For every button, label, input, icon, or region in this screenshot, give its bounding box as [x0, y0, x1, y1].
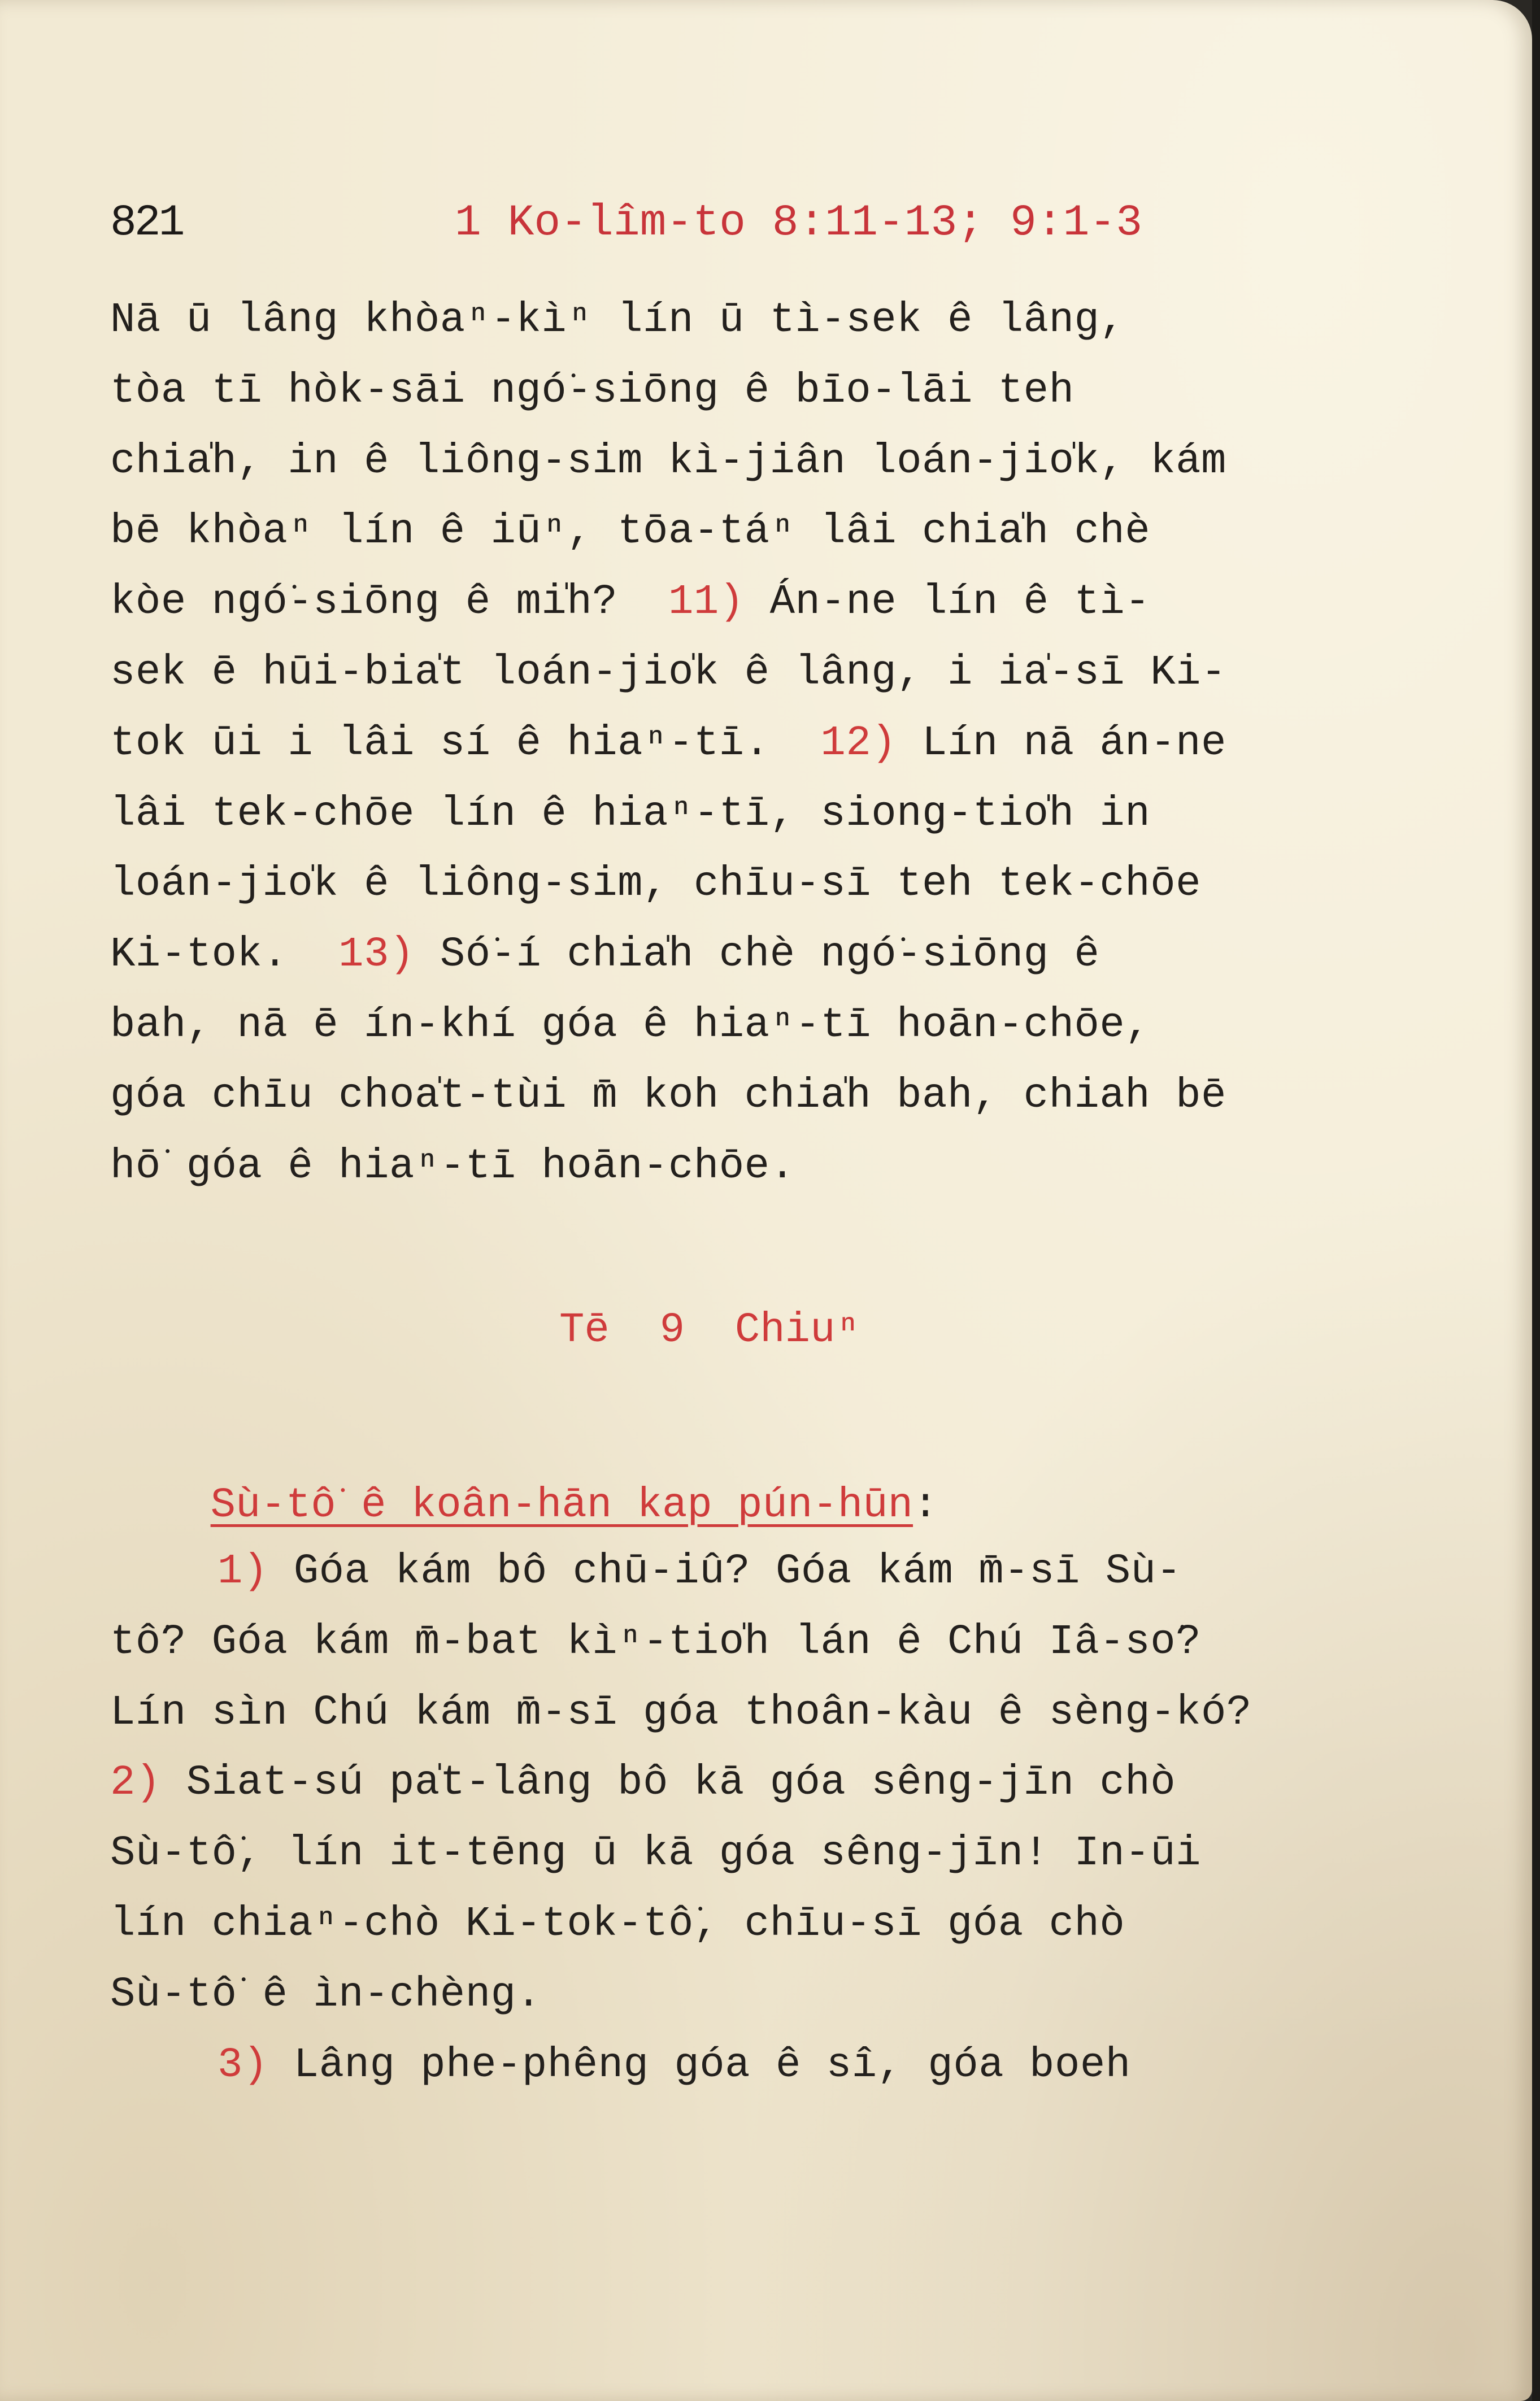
text-line — [110, 1748, 1449, 1819]
line-text: sek ē hūi-bia̍t loán-jio̍k ê lâng, i ia̍-sī Ki- — [110, 649, 1226, 697]
line-text: chia̍h, in ê liông-sim kì-jiân loán-jio̍k, kám — [110, 437, 1226, 485]
text-line — [110, 1607, 1449, 1678]
text-line — [110, 497, 1449, 567]
page-edge-shadow — [1532, 0, 1540, 2401]
text-line — [110, 1061, 1449, 1132]
line-text: lâi tek-chōe lín ê hiaⁿ-tī, siong-tio̍h in — [110, 790, 1151, 838]
text-line — [110, 567, 1449, 638]
line-text: bē khòaⁿ lín ê iūⁿ, tōa-táⁿ lâi chia̍h chè — [110, 508, 1151, 556]
line-text: bah, nā ē ín-khí góa ê hiaⁿ-tī hoān-chōe, — [110, 1001, 1151, 1049]
line-text: Lâng phe-phêng góa ê sî, góa boeh — [268, 2041, 1131, 2089]
page-header — [110, 195, 1466, 251]
text-line — [110, 1537, 1449, 1607]
text-line — [110, 2030, 1449, 2101]
passage-1-cor-8 — [110, 285, 1449, 1202]
line-text: hō͘ góa ê hiaⁿ-tī hoān-chōe. — [110, 1142, 795, 1190]
line-text: Góa kám bô chū-iû? Góa kám m̄-sī Sù- — [268, 1548, 1182, 1595]
text-line — [110, 1960, 1449, 2030]
line-text: Só͘-í chia̍h chè ngó͘-siōng ê — [414, 931, 1100, 979]
text-line — [110, 1132, 1449, 1202]
line-text: kòe ngó͘-siōng ê mi̍h? — [110, 578, 668, 627]
text-line — [110, 708, 1449, 779]
text-line — [110, 990, 1449, 1061]
chapter-heading: Tē 9 Chiuⁿ — [559, 1307, 860, 1354]
passage-1-cor-9 — [110, 1537, 1449, 2100]
section-heading-colon: : — [913, 1482, 938, 1529]
line-text: tô͘? Góa kám m̄-bat kìⁿ-tio̍h lán ê Chú Iâ-so͘? — [110, 1618, 1202, 1666]
line-text: Sù-tô͘, lín it-tēng ū kā góa sêng-jīn! In-ūi — [110, 1830, 1202, 1878]
verse-number: 3) — [217, 2041, 268, 2089]
line-text: Ki-tok. — [110, 931, 339, 979]
text-line — [110, 356, 1449, 427]
text-line — [110, 285, 1449, 356]
line-text: góa chīu choa̍t-tùi m̄ koh chia̍h bah, chiah bē — [110, 1072, 1226, 1120]
text-line — [110, 638, 1449, 708]
line-text: Lín nā án-ne — [897, 719, 1226, 767]
verse-number: 13) — [338, 931, 415, 979]
section-heading-text: Sù-tô͘ ê koân-hān kap pún-hūn — [210, 1482, 913, 1529]
text-line — [110, 779, 1449, 850]
text-line — [110, 1819, 1449, 1889]
verse-number: 11) — [668, 578, 745, 627]
verse-number: 1) — [217, 1548, 268, 1595]
text-line — [110, 849, 1449, 920]
running-title: 1 Ko-lîm-to 8:11-13; 9:1-3 — [455, 198, 1142, 248]
line-text: Án-ne lín ê tì- — [744, 578, 1151, 627]
line-text: loán-jio̍k ê liông-sim, chīu-sī teh tek-chōe — [110, 860, 1202, 908]
verse-number: 2) — [110, 1759, 161, 1807]
text-line — [110, 1678, 1449, 1748]
line-text: Lín sìn Chú kám m̄-sī góa thoân-kàu ê sèng-kó? — [110, 1689, 1252, 1737]
line-text: tok ūi i lâi sí ê hiaⁿ-tī. — [110, 719, 821, 767]
line-text: Sù-tô͘ ê ìn-chèng. — [110, 1971, 542, 2019]
line-text: Nā ū lâng khòaⁿ-kìⁿ lín ū tì-sek ê lâng, — [110, 297, 1125, 344]
text-line — [110, 427, 1449, 497]
text-line — [110, 1889, 1449, 1960]
text-line — [110, 920, 1449, 990]
line-text: Siat-sú pa̍t-lâng bô kā góa sêng-jīn chò — [160, 1759, 1176, 1807]
line-text: lín chiaⁿ-chò Ki-tok-tô͘, chīu-sī góa chò — [110, 1900, 1125, 1948]
page-number: 821 — [110, 198, 183, 248]
line-text: tòa tī hòk-sāi ngó͘-siōng ê bīo-lāi teh — [110, 367, 1074, 415]
verse-number: 12) — [820, 719, 897, 767]
